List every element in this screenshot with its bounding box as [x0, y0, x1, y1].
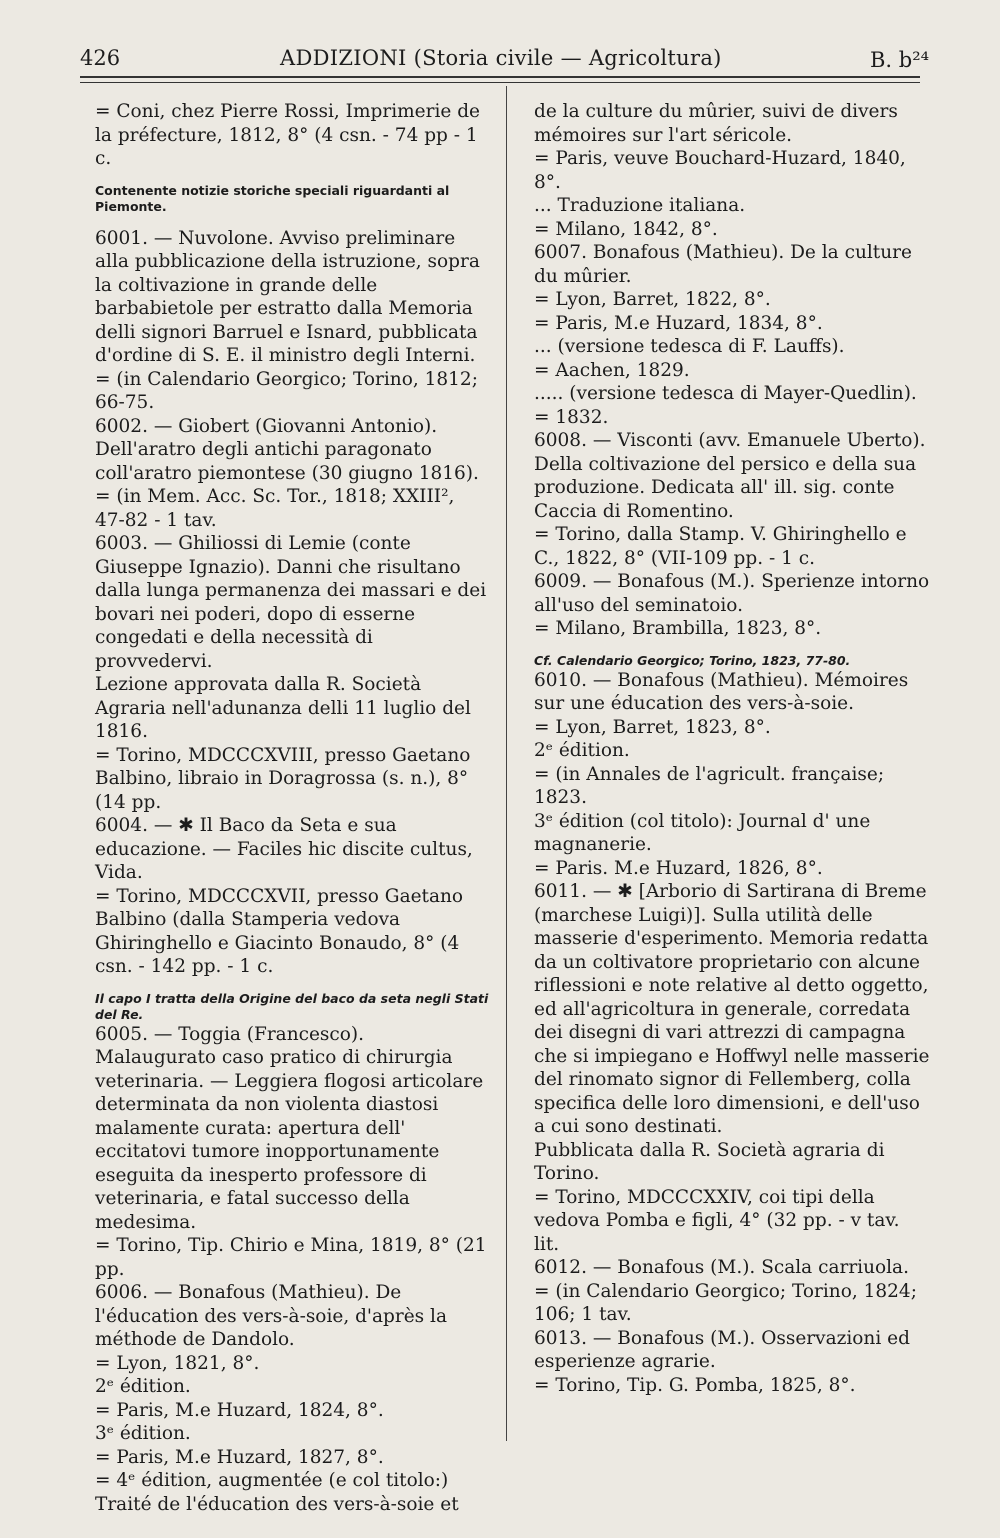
entry-paragraph: = Torino, MDCCCXVIII, presso Gaetano Balbino, libraio in Doragrossa (s. n.), 8° (14 pp. [95, 744, 471, 813]
entry-paragraph: = Lyon, Barret, 1822, 8°. [534, 289, 771, 310]
entry-paragraph: = Coni, chez Pierre Rossi, Imprimerie de la préfecture, 1812, 8° (4 csn. - 74 pp - 1 c. [95, 101, 481, 169]
entry-paragraph: = Torino, MDCCCXVII, presso Gaetano Balbino (dalla Stamperia vedova Ghiringhello e Giacinto Bonaudo, 8° (4 csn. - 142 pp. - 1 c. [95, 885, 464, 977]
entry-paragraph: Lezione approvata dalla R. Società Agraria nell'adunanza delli 11 luglio del 1816. [95, 674, 471, 742]
entry-6007: 6007. Bonafous (Mathieu). De la culture du mûrier. [534, 242, 912, 287]
entry-6009: 6009. — Bonafous (M.). Sperienze intorno all'uso del seminatoio. [534, 571, 930, 616]
entry-paragraph: = Torino, Tip. G. Pomba, 1825, 8°. [534, 1374, 856, 1396]
entry-6001: 6001. — Nuvolone. Avviso preliminare alla pubblicazione della istruzione, sopra la coltivazione in grande delle barbabietole per estratto dalla Memoria delli signori Barruel e Isnard, pubblicata d'ordine di S. E. il ministro degli Interni. [95, 227, 480, 366]
column-divider [506, 86, 507, 1441]
entry-paragraph: = Paris, M.e Huzard, 1827, 8°. [95, 1446, 384, 1468]
entry-paragraph: = Lyon, Barret, 1823, 8°. [534, 716, 771, 738]
entry-6002: 6002. — Giobert (Giovanni Antonio). Dell'aratro degli antichi paragonato coll'aratro piemontese (30 giugno 1816). [95, 415, 479, 484]
entry-paragraph: = Paris. M.e Huzard, 1826, 8°. [534, 857, 823, 879]
entry-paragraph: ... Traduzione italiana. [534, 195, 746, 216]
entry-paragraph: de la culture du mûrier, suivi de divers mémoires sur l'art séricole. [534, 101, 898, 146]
entry-6013: 6013. — Bonafous (M.). Osservazioni ed esperienze agrarie. [534, 1327, 910, 1372]
entry-paragraph: ..... (versione tedesca di Mayer-Quedlin). [534, 383, 917, 404]
entry-paragraph: = Paris, M.e Huzard, 1834, 8°. [534, 312, 823, 334]
right-column [534, 100, 930, 1397]
entry-note: Cf. Calendario Georgico; Torino, 1823, 77-80. [534, 652, 851, 668]
entry-paragraph: = Paris, M.e Huzard, 1824, 8°. [95, 1399, 384, 1421]
entry-paragraph: = Torino, dalla Stamp. V. Ghiringhello e C., 1822, 8° (VII-109 pp. - 1 c. [534, 524, 907, 569]
entry-paragraph: = Paris, veuve Bouchard-Huzard, 1840, 8°. [534, 148, 906, 193]
header-rule-thick [80, 76, 920, 78]
entry-paragraph: = Torino, MDCCCXXIV, coi tipi della vedova Pomba e figli, 4° (32 pp. - v tav. lit. [534, 1186, 900, 1255]
entry-paragraph: = 4ᵉ édition, augmentée (e col titolo:) Traité de l'éducation des vers-à-soie et [95, 1470, 459, 1515]
entry-paragraph: = (in Mem. Acc. Sc. Tor., 1818; XXIII², 47-82 - 1 tav. [95, 486, 455, 531]
entry-paragraph: = Milano, 1842, 8°. [534, 218, 718, 240]
entry-paragraph: = Aachen, 1829. [534, 359, 690, 381]
entry-paragraph: = Torino, Tip. Chirio e Mina, 1819, 8° (21 pp. [95, 1235, 487, 1280]
entry-6003: 6003. — Ghiliossi di Lemie (conte Giuseppe Ignazio). Danni che risultano dalla lunga permanenza dei massari e dei bovari nei poderi, dopo di esserne congedati e della necessità di provvedervi. [95, 533, 487, 672]
entry-paragraph: 3ᵉ édition (col titolo): Journal d' une magnanerie. [534, 810, 871, 855]
section-reference: B. b²⁴ [870, 48, 930, 72]
running-title: ADDIZIONI (Storia civile — Agricoltura) [280, 46, 722, 70]
entry-paragraph: = (in Annales de l'agricult. française; 1823. [534, 763, 885, 808]
left-column [95, 100, 489, 1516]
entry-paragraph: = Milano, Brambilla, 1823, 8°. [534, 618, 822, 639]
entry-paragraph: Pubblicata dalla R. Società agraria di Torino. [534, 1139, 885, 1184]
entry-6005: 6005. — Toggia (Francesco). Malaugurato caso pratico di chirurgia veterinaria. — Leggiera flogosi articolare determinata da non violenta diastosi malamente curata: apertura dell' eccitatovi tumore inopportunamente eseguita da inesperto professore di veterinaria, e fatal successo della medesima. [95, 1023, 484, 1233]
entry-6010: 6010. — Bonafous (Mathieu). Mémoires sur une éducation des vers-à-soie. [534, 669, 909, 714]
entry-6004: 6004. — ✱ Il Baco da Seta e sua educazione. — Faciles hic discite cultus, Vida. [95, 815, 473, 883]
entry-6008: 6008. — Visconti (avv. Emanuele Uberto). Della coltivazione del persico e della sua produzione. Dedicata all' ill. sig. conte Caccia di Romentino. [534, 430, 926, 522]
entry-6011: 6011. — ✱ [Arborio di Sartirana di Breme (marchese Luigi)]. Sulla utilità delle masserie d'esperimento. Memoria redatta da un coltivatore proprietario con alcune riflessioni e note relative al detto oggetto, ed all'agricoltura in generale, corredata dei disegni di vari attrezzi di campagna che si impiegano e Hoffwyl nelle masserie del rinomato signor di Fellemberg, colla specifica delle loro dimensioni, e dell'uso a cui sono destinati. [534, 881, 930, 1137]
entry-6006: 6006. — Bonafous (Mathieu). De l'éducation des vers-à-soie, d'après la méthode de Dandolo. [95, 1282, 447, 1350]
header-rule-thin [80, 82, 920, 83]
page-number: 426 [80, 46, 121, 70]
entry-paragraph: = 1832. [534, 406, 609, 428]
entry-note: Il capo I tratta della Origine del baco da seta negli Stati del Re. [95, 990, 489, 1022]
entry-6012: 6012. — Bonafous (M.). Scala carriuola. [534, 1257, 909, 1278]
entry-paragraph: 2ᵉ édition. [534, 740, 630, 761]
entry-paragraph: = (in Calendario Georgico; Torino, 1812; 66-75. [95, 368, 478, 413]
entry-note: Contenente notizie storiche speciali riguardanti al Piemonte. [95, 182, 450, 214]
entry-paragraph: = Lyon, 1821, 8°. [95, 1352, 260, 1374]
entry-paragraph: 3ᵉ édition. [95, 1423, 191, 1444]
entry-paragraph: ... (versione tedesca di F. Lauffs). [534, 336, 845, 357]
entry-paragraph: 2ᵉ édition. [95, 1376, 191, 1397]
entry-paragraph: = (in Calendario Georgico; Torino, 1824; 106; 1 tav. [534, 1280, 917, 1325]
